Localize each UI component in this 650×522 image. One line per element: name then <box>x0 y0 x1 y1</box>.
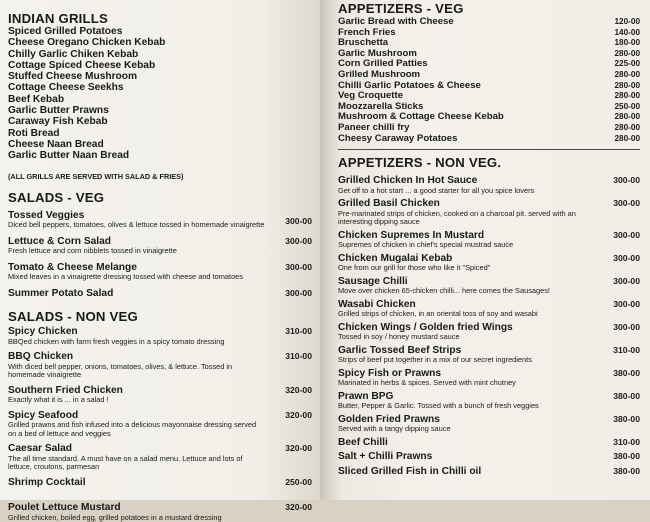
item-name: Sliced Grilled Fish in Chilli oil <box>338 465 482 477</box>
list-item <box>338 17 640 28</box>
item-name: Southern Fried Chicken <box>8 384 123 396</box>
item-description: With diced bell pepper, onions, tomatoes, olives, & lettuce. Tossed in homemade vinaigrette <box>8 361 233 380</box>
menu-item <box>8 477 312 489</box>
item-name: Moozzarella Sticks <box>338 100 424 112</box>
item-price: 250-00 <box>614 101 640 111</box>
indian-grills-list <box>8 26 312 162</box>
item-description: Mixed leaves in a vinaigrette dressing tossed with cheese and tomatoes <box>8 272 243 282</box>
item-description: Supremes of chicken in chief's special mustrad sauce <box>338 240 514 250</box>
menu-item <box>338 322 640 342</box>
menu-item <box>338 299 640 319</box>
section-divider <box>338 149 640 150</box>
item-price: 120-00 <box>614 17 640 26</box>
item-name: Wasabi Chicken <box>338 298 416 310</box>
item-name: Garlic Bread with Cheese <box>338 16 454 27</box>
item-price: 225-00 <box>614 59 640 69</box>
list-item: Stuffed Cheese Mushroom <box>8 71 138 83</box>
item-name: Cheesy Caraway Potatoes <box>338 132 458 144</box>
salads-veg-heading: SALADS - VEG <box>8 189 105 205</box>
appetizers-nonveg-heading: APPETIZERS - NON VEG. <box>338 155 502 171</box>
item-description: Exactly what it is ... in a salad ! <box>8 395 109 405</box>
item-price: 300-00 <box>613 229 640 240</box>
item-price: 320-00 <box>285 384 312 395</box>
item-name: Bruschetta <box>338 37 389 49</box>
list-item: Chilly Garlic Chiken Kebab <box>8 48 139 60</box>
menu-item <box>8 410 312 439</box>
menu-item <box>338 414 640 434</box>
menu-item <box>8 288 312 300</box>
item-name: Caesar Salad <box>8 443 72 455</box>
item-description: Grilled chicken, boiled egg, grilled potatoes in a mustard dressing <box>8 512 222 522</box>
item-name: Poulet Lettuce Mustard <box>8 502 121 514</box>
menu-item <box>8 236 312 256</box>
menu-item <box>8 502 312 522</box>
item-price: 300-00 <box>613 175 640 186</box>
menu-item <box>8 385 312 405</box>
salads-nonveg-heading: SALADS - NON VEG <box>8 309 138 325</box>
list-item <box>338 134 640 145</box>
item-name: Chicken Mugalai Kebab <box>338 252 453 264</box>
item-price: 320-00 <box>285 443 312 454</box>
item-name: Lettuce & Corn Salad <box>8 235 112 247</box>
item-description: Fresh lettuce and corn nibblets tossed in vinaigrette <box>8 246 177 256</box>
menu-item <box>338 345 640 365</box>
salads-veg-section <box>8 191 312 300</box>
item-price: 310-00 <box>613 436 640 447</box>
item-name: Garlic Mushroom <box>338 47 417 59</box>
item-name: Grilled Chicken In Hot Sauce <box>338 175 478 187</box>
item-name: Spicy Seafood <box>8 409 79 421</box>
item-name: Tomato & Cheese Melange <box>8 261 137 273</box>
appetizers-nonveg-section <box>338 156 640 477</box>
list-item: Spiced Grilled Potatoes <box>8 26 123 37</box>
item-name: Grilled Basil Chicken <box>338 198 440 210</box>
item-price: 280-00 <box>614 48 640 58</box>
item-price: 300-00 <box>613 321 640 332</box>
item-price: 300-00 <box>285 261 312 272</box>
list-item: Beef Kebab <box>8 93 65 105</box>
item-description: Diced bell peppers, tomatoes, olives & lettuce tossed in homemade vinaigrette <box>8 220 265 230</box>
item-price: 300-00 <box>285 215 312 226</box>
item-name: Corn Grilled Patties <box>338 58 428 70</box>
item-price: 380-00 <box>613 413 640 424</box>
list-item: Garlic Butter Prawns <box>8 105 109 117</box>
item-description: Marinated in herbs & spices. Served with mint chutney <box>338 378 516 388</box>
item-price: 300-00 <box>613 298 640 309</box>
menu-item <box>338 175 640 195</box>
item-description: Move over chicken 65-chicken chilli... here comes the Sausages! <box>338 286 550 296</box>
list-item: Cottage Spiced Cheese Kebab <box>8 59 156 71</box>
list-item <box>338 123 640 134</box>
salads-nonveg-section <box>8 310 312 522</box>
item-description: BBQed chicken with farm fresh veggies in a spicy tomato dressing <box>8 336 225 346</box>
list-item <box>338 70 640 81</box>
item-description: Pre-marinated strips of chicken, cooked on a charcoal pit. served with an interesting dipping sauce <box>338 208 576 227</box>
item-name: Salt + Chilli Prawns <box>338 451 433 463</box>
item-price: 250-00 <box>285 476 312 487</box>
item-name: Garlic Tossed Beef Strips <box>338 344 462 356</box>
item-name: Grilled Mushroom <box>338 68 421 80</box>
item-name: Paneer chilli fry <box>338 121 410 133</box>
item-price: 300-00 <box>285 287 312 298</box>
item-price: 280-00 <box>614 112 640 122</box>
item-price: 280-00 <box>614 80 640 90</box>
item-name: Golden Fried Prawns <box>338 413 440 425</box>
item-description: Grilled strips of chicken, in an oriental toss of soy and wasabi <box>338 309 538 319</box>
list-item: Garlic Butter Naan Bread <box>8 150 130 162</box>
item-name: Beef Chilli <box>338 436 388 448</box>
item-name: Summer Potato Salad <box>8 287 114 299</box>
menu-item <box>8 326 312 346</box>
list-item: Cheese Naan Bread <box>8 138 104 150</box>
item-price: 300-00 <box>285 235 312 246</box>
grills-note: (ALL GRILLS ARE SERVED WITH SALAD & FRIES) <box>8 171 184 181</box>
right-menu-page <box>322 0 650 500</box>
item-price: 320-00 <box>285 502 312 513</box>
item-name: Spicy Chicken <box>8 326 78 338</box>
item-name: Spicy Fish or Prawns <box>338 367 442 379</box>
menu-item <box>338 451 640 463</box>
menu-item <box>8 262 312 282</box>
item-name: Mushroom & Cottage Cheese Kebab <box>338 111 504 123</box>
item-price: 300-00 <box>613 252 640 263</box>
item-description: The all time standard. A must have on a salad menu. Lettuce and lots of lettuce, croutons, parmesan <box>8 453 243 472</box>
item-price: 180-00 <box>614 38 640 48</box>
item-price: 380-00 <box>613 390 640 401</box>
item-price: 280-00 <box>614 91 640 101</box>
item-price: 380-00 <box>613 367 640 378</box>
menu-item <box>338 437 640 449</box>
item-description: One from our grill for those who like it "Spiced" <box>338 263 491 273</box>
item-price: 380-00 <box>613 465 640 476</box>
item-description: Butter, Pepper & Garlic. Tossed with a bunch of fresh veggies <box>338 401 539 411</box>
item-description: Strips of beef put together in a mix of our secret ingredients <box>338 355 532 365</box>
left-menu-page <box>0 0 322 522</box>
item-description: Served with a tangy dipping sauce <box>338 424 451 434</box>
item-name: Sausage Chilli <box>338 275 408 287</box>
item-price: 320-00 <box>285 409 312 420</box>
item-price: 280-00 <box>614 122 640 132</box>
menu-item <box>338 368 640 388</box>
item-description: Get off to a hot start ... a good starter for all you spice lovers <box>338 185 535 195</box>
item-name: French Fries <box>338 26 396 38</box>
menu-item <box>338 466 640 478</box>
list-item: Caraway Fish Kebab <box>8 116 108 128</box>
item-name: Chilli Garlic Potatoes & Cheese <box>338 79 481 91</box>
item-price: 140-00 <box>614 27 640 37</box>
appetizers-veg-section <box>338 2 640 150</box>
menu-item <box>8 210 312 230</box>
item-name: Veg Croquette <box>338 90 404 102</box>
menu-item <box>338 391 640 411</box>
item-name: Chicken Supremes In Mustard <box>338 229 485 241</box>
menu-item <box>8 443 312 472</box>
item-name: Prawn BPG <box>338 390 394 402</box>
list-item: Roti Bread <box>8 127 60 139</box>
item-price: 300-00 <box>613 198 640 209</box>
appetizers-veg-heading: APPETIZERS - VEG <box>338 1 464 16</box>
item-price: 310-00 <box>285 351 312 362</box>
item-name: Chicken Wings / Golden fried Wings <box>338 321 513 333</box>
item-name: Tossed Veggies <box>8 209 85 221</box>
item-price: 280-00 <box>614 133 640 143</box>
item-description: Tossed in soy / honey mustard sauce <box>338 332 460 342</box>
item-name: BBQ Chicken <box>8 351 74 363</box>
indian-grills-heading: INDIAN GRILLS <box>8 11 109 26</box>
menu-item <box>8 351 312 380</box>
item-description: Grilled prawns and fish infused into a delicious mayonnaise dressing served on a bed of lettuce and veggies <box>8 420 257 438</box>
menu-item <box>338 253 640 273</box>
item-price: 380-00 <box>613 451 640 462</box>
list-item: Cottage Cheese Seekhs <box>8 82 124 94</box>
item-price: 280-00 <box>614 69 640 79</box>
menu-item <box>338 198 640 227</box>
indian-grills-section <box>8 12 312 181</box>
appetizers-veg-list <box>338 17 640 144</box>
menu-item <box>338 276 640 296</box>
menu-item <box>338 230 640 250</box>
item-price: 300-00 <box>613 275 640 286</box>
list-item: Cheese Oregano Chicken Kebab <box>8 37 166 49</box>
item-price: 310-00 <box>285 326 312 337</box>
item-price: 310-00 <box>613 344 640 355</box>
item-name: Shrimp Cocktail <box>8 476 86 488</box>
